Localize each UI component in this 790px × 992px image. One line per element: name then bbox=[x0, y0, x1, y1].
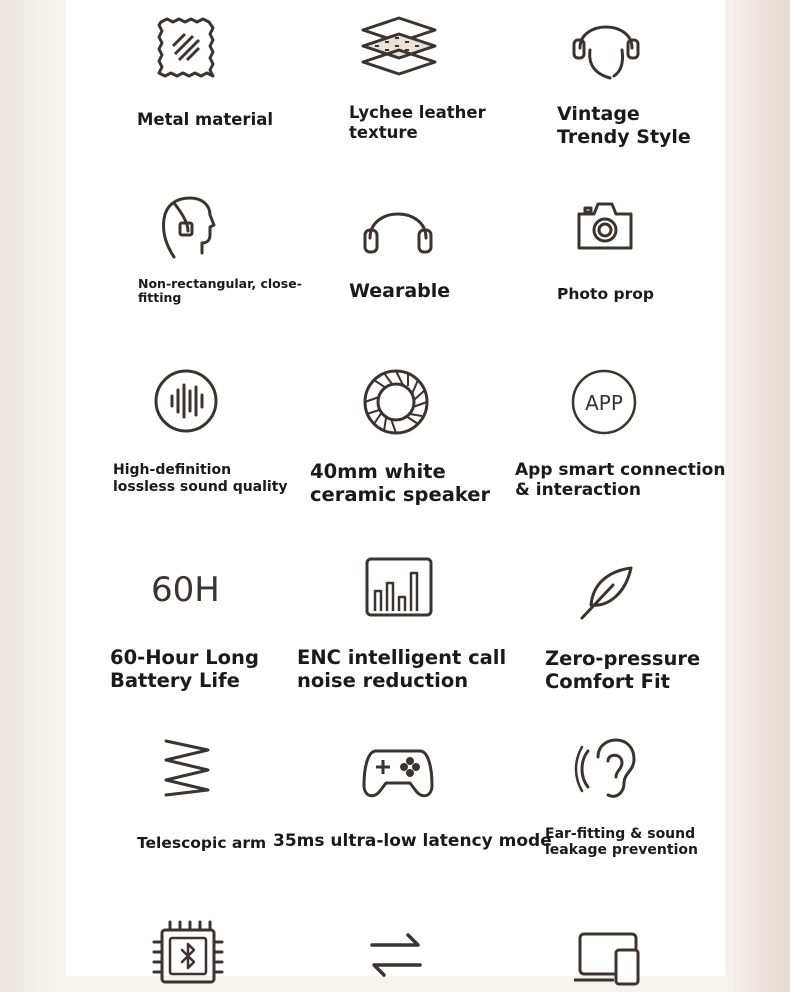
headset-person-icon bbox=[570, 10, 642, 84]
feature-label-app-connection: App smart connection & interaction bbox=[515, 460, 726, 500]
feature-label-sound-quality: High-definition lossless sound quality bbox=[113, 462, 288, 495]
feather-icon bbox=[579, 565, 635, 621]
transfer-arrows-icon bbox=[368, 931, 424, 979]
speaker-driver-icon bbox=[363, 369, 429, 435]
head-earcup-icon bbox=[160, 195, 218, 261]
app-icon bbox=[571, 369, 637, 435]
feature-label-lychee-leather: Lychee leather texture bbox=[349, 103, 486, 142]
feature-label-vintage-style: Vintage Trendy Style bbox=[557, 103, 691, 148]
camera-icon bbox=[576, 200, 634, 252]
battery-hours-icon: 60H bbox=[151, 570, 220, 610]
devices-icon bbox=[572, 930, 644, 986]
feature-label-ear-fitting: Ear-fitting & sound leakage prevention bbox=[545, 826, 698, 858]
feature-label-metal-material: Metal material bbox=[137, 110, 274, 129]
feature-label-comfort-fit: Zero-pressure Comfort Fit bbox=[545, 647, 701, 693]
ear-icon bbox=[578, 737, 636, 801]
leather-layers-icon bbox=[360, 16, 438, 78]
zigzag-spring-icon bbox=[162, 738, 212, 798]
feature-label-telescopic-arm: Telescopic arm bbox=[137, 834, 267, 852]
bar-chart-icon bbox=[365, 557, 433, 617]
headphones-icon bbox=[362, 200, 434, 256]
feature-label-latency-mode: 35ms ultra-low latency mode bbox=[273, 831, 552, 851]
feature-label-enc-noise: ENC intelligent call noise reduction bbox=[297, 646, 507, 692]
feature-label-ceramic-speaker: 40mm white ceramic speaker bbox=[310, 460, 491, 506]
feature-label-photo-prop: Photo prop bbox=[557, 285, 654, 303]
metal-texture-icon bbox=[155, 16, 219, 80]
bluetooth-chip-icon bbox=[152, 920, 224, 992]
gamepad-icon bbox=[362, 747, 434, 801]
feature-label-battery-life: 60-Hour Long Battery Life bbox=[110, 646, 259, 692]
feature-label-close-fitting: Non-rectangular, close- fitting bbox=[138, 276, 302, 305]
soundwave-icon bbox=[154, 369, 218, 433]
app-icon-text: APP bbox=[585, 391, 623, 415]
feature-label-wearable: Wearable bbox=[349, 280, 451, 302]
